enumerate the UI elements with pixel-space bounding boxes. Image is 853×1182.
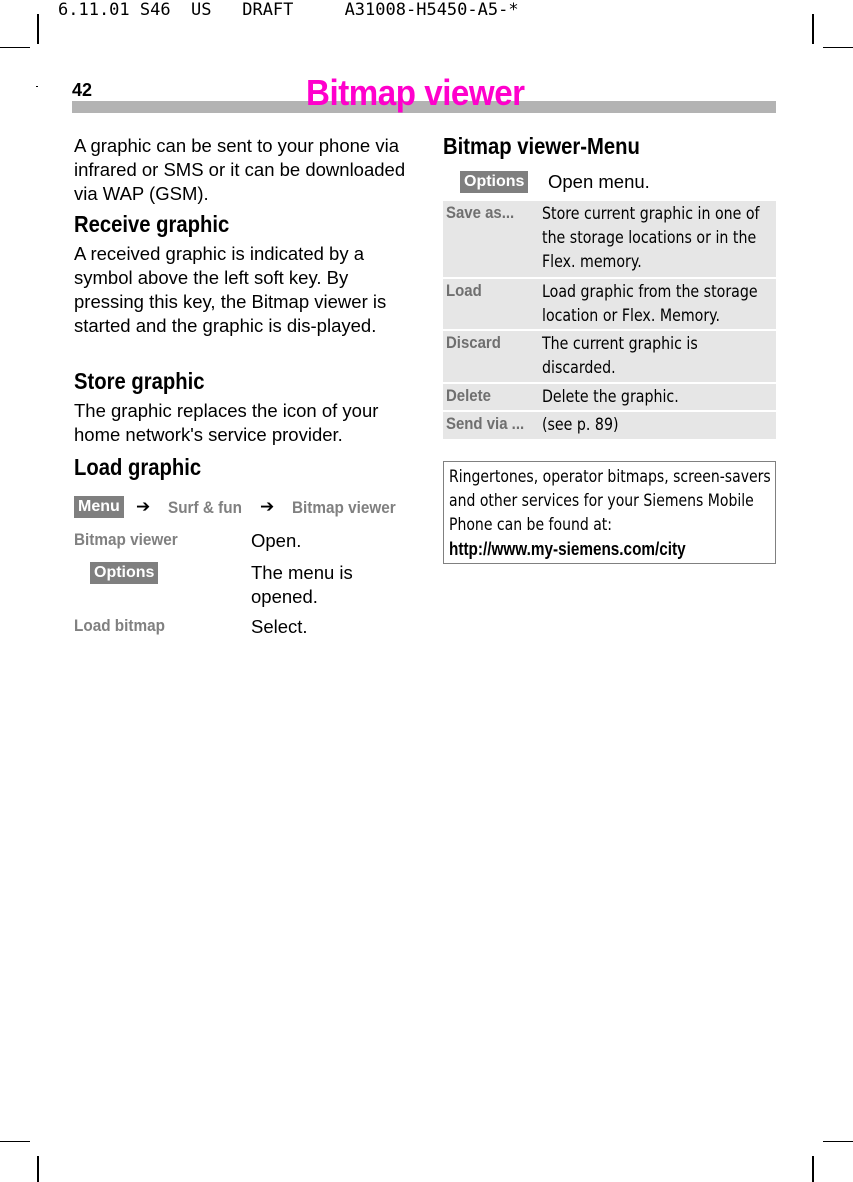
arrow-right-icon: ➔ [260,497,275,516]
page-number: 42 [72,80,93,100]
crop-mark [37,14,39,44]
menu-item-label: Delete [446,386,491,405]
menu-heading: Bitmap viewer-Menu [443,133,640,159]
options-softkey[interactable]: Options [460,171,528,193]
draft-line: 6.11.01 S46 US DRAFT A31008-H5450-A5-* [58,0,519,20]
menu-item-label: Save as... [446,203,515,222]
crop-mark [823,1141,853,1142]
menu-item-description: Store current graphic in one of the storage locations or in the Flex. memory. [542,204,760,271]
menu-item-label: Discard [446,333,501,352]
info-note-text [449,465,772,562]
crop-mark [812,1156,814,1182]
store-text: The graphic replaces the icon of your home network's service provider. [74,400,379,445]
info-note-box [443,461,776,564]
menu-item-label: Load [446,281,482,300]
menu-item-description: (see p. 89) [542,415,619,434]
intro-text: A graphic can be sent to your phone via infrared or SMS or it can be downloaded via WAP (GSM). [74,135,406,204]
crop-mark [823,47,853,48]
table-row [443,384,776,410]
table-row [443,279,776,329]
options-softkey[interactable]: Options [90,562,158,584]
menu-item-description: The current graphic is discarded. [542,334,698,377]
step-text-menu-opened: The menu is opened. [251,562,353,607]
crop-dot [36,86,38,87]
menu-item-description: Delete the graphic. [542,387,679,406]
step-label-bitmap-viewer: Bitmap viewer [74,530,178,549]
menu-item-label: Send via ... [446,414,525,433]
table-row [443,201,776,277]
crop-mark [0,47,30,48]
receive-text: A received graphic is indicated by a symbol above the left soft key. By pressing this key, the Bitmap viewer is started and the graphic is dis-played. [74,243,387,336]
siemens-url-link[interactable]: http://www.my-siemens.com/city [449,539,686,559]
crop-mark [812,14,814,44]
receive-heading: Receive graphic [74,211,230,237]
table-row [443,331,776,382]
step-label-load-bitmap: Load bitmap [74,616,165,635]
menu-path [74,496,414,520]
menu-item-description: Load graphic from the storage location or Flex. Memory. [542,282,758,325]
table-row [443,412,776,439]
step-text-select: Select. [251,616,308,637]
info-note-body: Ringertones, operator bitmaps, screen-savers and other services for your Siemens Mobile Phone can be found at: [449,467,771,534]
load-heading: Load graphic [74,454,202,480]
crop-mark [37,1156,39,1182]
crop-mark [0,1141,30,1142]
step-text-open: Open. [251,530,302,551]
options-open-menu-text: Open menu. [548,171,650,192]
path-step-bitmap-viewer: Bitmap viewer [292,498,396,517]
store-heading: Store graphic [74,368,205,394]
arrow-right-icon: ➔ [136,497,151,516]
path-step-surf-fun: Surf & fun [168,498,242,517]
page-title: Bitmap viewer [306,72,525,113]
menu-softkey[interactable]: Menu [74,496,124,518]
